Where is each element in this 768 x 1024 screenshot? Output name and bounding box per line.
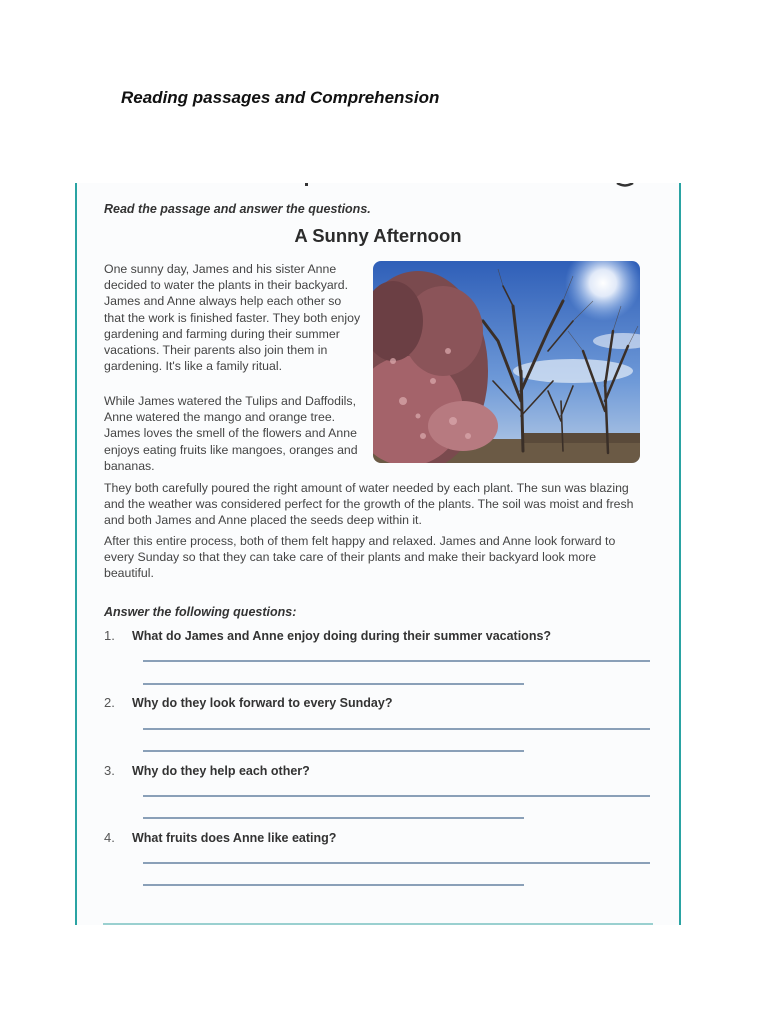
question-1 (104, 628, 551, 643)
instruction-text: Read the passage and answer the questions. (104, 202, 371, 216)
answer-line[interactable] (143, 728, 650, 730)
answer-line[interactable] (143, 750, 524, 752)
question-text: Why do they help each other? (132, 764, 310, 778)
worksheet-page (75, 183, 681, 925)
passage-title: A Sunny Afternoon (294, 225, 462, 246)
top-crop-marks (77, 183, 679, 189)
passage-paragraph-3: They both carefully poured the right amount of water needed by each plant. The sun was blazing and the weather was considered perfect for the growth of the plants. The soil was moist and fresh and both James and Anne placed the seeds deep within it. (104, 481, 634, 528)
question-4 (104, 830, 336, 845)
answer-line[interactable] (143, 884, 524, 886)
answer-line[interactable] (143, 862, 650, 864)
question-3 (104, 763, 310, 778)
answer-line[interactable] (143, 795, 650, 797)
trees-sun-photo (373, 261, 640, 463)
answer-line[interactable] (143, 683, 524, 685)
passage-paragraph-4: After this entire process, both of them felt happy and relaxed. James and Anne look forward to every Sunday so that they can take care of their plants and make their backyard look more beautiful. (104, 534, 616, 581)
answer-line[interactable] (143, 817, 524, 819)
bottom-divider (103, 923, 653, 925)
question-text: What fruits does Anne like eating? (132, 831, 337, 845)
question-number: 1. (104, 628, 115, 643)
page-heading: Reading passages and Comprehension (121, 88, 440, 107)
question-number: 3. (104, 763, 115, 778)
question-number: 2. (104, 695, 115, 710)
question-text: Why do they look forward to every Sunday? (132, 696, 393, 710)
answer-line[interactable] (143, 660, 650, 662)
passage-paragraph-1: One sunny day, James and his sister Anne decided to water the plants in their backyard. James and Anne always help each other so that the work is finished faster. They both enjoy gardening and farming during their summer vacations. Their parents also join them in gardening. It's like a family ritual. (104, 262, 361, 374)
answer-heading: Answer the following questions: (104, 605, 297, 619)
question-number: 4. (104, 830, 115, 845)
question-2 (104, 695, 392, 710)
question-text: What do James and Anne enjoy doing during their summer vacations? (132, 629, 552, 643)
passage-paragraph-2: While James watered the Tulips and Daffodils, Anne watered the mango and orange tree. James loves the smell of the flowers and Anne enjoys eating fruits like mangoes, oranges and bananas. (104, 394, 358, 473)
